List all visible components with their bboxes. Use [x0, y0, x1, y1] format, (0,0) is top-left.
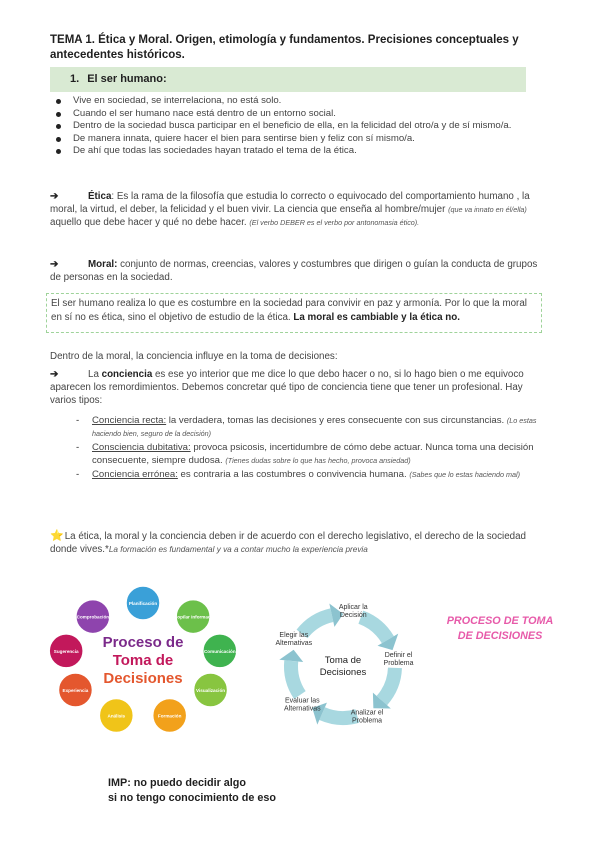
star-icon: ⭐ — [50, 530, 64, 542]
list-item — [72, 441, 542, 467]
proceso-label — [440, 614, 560, 644]
etica-note-innate: (que va innato en él/ella) — [448, 205, 527, 215]
tipo-note: (Tienes dudas sobre lo que has hecho, provoca ansiedad) — [225, 456, 411, 465]
arrow-icon: ➔ — [50, 259, 59, 270]
arrow-icon: ➔ — [50, 191, 59, 202]
conciencia-term: conciencia — [101, 369, 153, 380]
list-item — [72, 468, 542, 481]
cycle-center-line: Decisiones — [319, 667, 367, 678]
wheel-node-label: Comunicación — [203, 648, 236, 654]
tipo-text: provoca psicosis, incertidumbre de cómo debe actuar. Nunca toma una decisión consecuente, siempre dudosa. — [92, 442, 534, 466]
wheel-node-label: Sugerencia — [53, 648, 79, 654]
tipo-note: (Sabes que lo estas haciendo mal) — [409, 470, 520, 479]
wheel-node-label: Visualización — [196, 688, 226, 693]
decision-cycle-diagram — [240, 580, 445, 740]
list-item: Dentro de la sociedad busca participar en el beneficio de ella, en la felicidad del otro/a y de sí mismo/a. — [50, 120, 530, 133]
imp-line: si no tengo conocimiento de eso — [108, 792, 276, 804]
conciencia-text: es ese yo interior que me dice lo que debo hacer o no, si lo hago bien o me equivoco aparecen los remordimientos. Debemos concretar qué tipo de conciencia tiene que tener un profesional. Hay varios tipos: — [50, 369, 524, 407]
cycle-arrow-head — [279, 650, 303, 662]
decision-process-wheel-diagram — [40, 583, 245, 738]
tipo-name: Conciencia recta: — [92, 415, 167, 426]
list-item: De ahí que todas las sociedades hayan tratado el tema de la ética. — [50, 145, 530, 158]
highlight-box — [46, 293, 542, 333]
imp-line: IMP: no puedo decidir algo — [108, 777, 246, 789]
cycle-arrow — [291, 661, 300, 695]
cycle-step-label: Evaluar las — [285, 697, 320, 705]
wheel-node-label: Planificación — [128, 601, 158, 606]
list-item — [72, 414, 542, 440]
cycle-center-line: Toma de — [324, 655, 362, 666]
etica-text-2: aquello que debe hacer y qué no debe hacer. — [50, 217, 247, 229]
tipo-name: Conciencia errónea: — [92, 469, 178, 480]
cycle-step-label: Definir el — [384, 651, 413, 659]
wheel-node-label: Comprobación — [76, 614, 110, 620]
star-note-italic: La formación es fundamental y va a contar mucho la experiencia previa — [108, 545, 368, 555]
wheel-title-line: Proceso de — [102, 634, 184, 651]
highlight-emphasis: La moral es cambiable y la ética no. — [290, 312, 460, 323]
cycle-step-label: Aplicar la — [338, 603, 368, 611]
list-item: De manera innata, quiere hacer el bien para sentirse bien y feliz con sí mismo/a. — [50, 133, 530, 146]
section-number: 1. — [70, 73, 80, 85]
tipo-text: la verdadera, tomas las decisiones y eres consecuente con sus circunstancias. — [166, 415, 505, 426]
highlight-text: El ser humano realiza lo que es costumbre en la sociedad para convivir en paz y armonía. Por lo que la moral en sí no es ética, sino el objetivo de estudio de la ética. — [51, 298, 527, 323]
etica-term: Ética — [88, 191, 112, 202]
wheel-node-label: Análisis — [107, 713, 126, 719]
document-title: TEMA 1. Ética y Moral. Origen, etimología y fundamentos. Precisiones conceptuales y antecedentes históricos. — [50, 34, 519, 61]
conciencia-pre: La — [88, 369, 102, 380]
tipo-text: es contraria a las costumbres o convivencia humana. — [177, 469, 407, 480]
list-item: Vive en sociedad, se interrelaciona, no está solo. — [50, 95, 530, 108]
cycle-arrow — [382, 668, 395, 701]
conciencia-types-list — [72, 414, 542, 482]
wheel-title-line: Toma de — [112, 652, 174, 669]
tipo-note: (Lo estas haciendo bien, seguro de la decisión) — [92, 416, 537, 438]
tipo-name: Consciencia dubitativa: — [92, 442, 191, 453]
wheel-title-line: Decisiones — [103, 670, 183, 687]
proceso-label-line: PROCESO DE TOMA — [446, 615, 554, 627]
wheel-node-label: Experiencia — [62, 688, 89, 693]
star-note — [50, 530, 544, 556]
star-note-text: La ética, la moral y la conciencia deben ir de acuerdo con el derecho legislativo, el derecho de la sociedad donde vives. — [50, 531, 526, 556]
moral-term: Moral: — [88, 259, 118, 270]
star-note-asterisk: * — [105, 544, 109, 556]
cycle-step-label: Problema — [383, 659, 414, 667]
etica-text: : Es la rama de la filosofía que estudia lo correcto o equivocado del comportamiento humano , la moral, la virtud, el deber, la felicidad y el buen vivir. La ciencia que enseña al hombre/mujer — [50, 191, 530, 216]
cycle-arrow — [302, 615, 332, 634]
wheel-node-label: Formación — [157, 713, 182, 719]
conciencia-definition — [50, 368, 544, 408]
conciencia-intro: Dentro de la moral, la conciencia influye en la toma de decisiones: — [50, 351, 338, 362]
section-heading — [50, 67, 526, 92]
arrow-icon: ➔ — [50, 369, 59, 380]
human-bullet-list — [50, 95, 530, 158]
proceso-label-line: DE DECISIONES — [457, 630, 543, 642]
cycle-step-label: Alternativas — [284, 705, 321, 713]
cycle-step-label: Elegir las — [279, 632, 309, 640]
cycle-step-label: Decisión — [339, 611, 367, 619]
moral-text: conjunto de normas, creencias, valores y costumbres que dirigen o guían la conducta de grupos de personas en la sociedad. — [50, 259, 538, 284]
cycle-arrow — [361, 617, 388, 640]
cycle-step-label: Problema — [352, 717, 383, 725]
imp-note — [108, 776, 368, 806]
etica-note-deber: (El verbo DEBER es el verbo por antonomasia ético). — [249, 218, 420, 228]
section-label: El ser humano: — [87, 73, 167, 85]
cycle-step-label: Analizar el — [350, 709, 384, 717]
cycle-step-label: Alternativas — [275, 640, 313, 648]
etica-definition — [50, 190, 544, 230]
wheel-node-label: Recopilar información — [168, 614, 218, 620]
list-item: Cuando el ser humano nace está dentro de un entorno social. — [50, 108, 530, 121]
moral-definition — [50, 258, 544, 284]
